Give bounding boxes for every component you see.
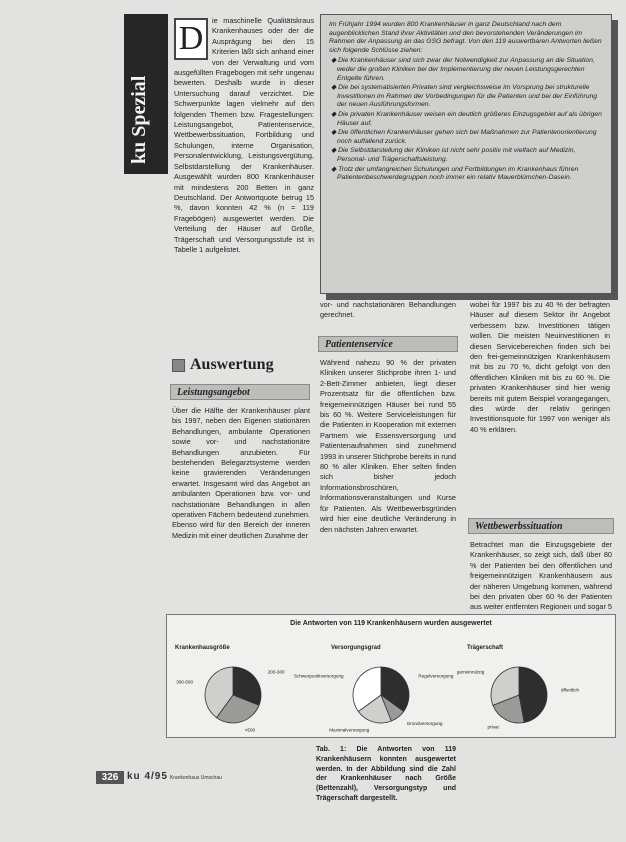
pie-slice-label: privat	[487, 724, 499, 730]
caption-text: Tab. 1: Die Antworten von 119 Krankenhäusern konnten ausgewertet werden. In der Abbildung sind die Zahl der Krankenhäuser nach Größe (Bettenzahl), Versorgungstyp und Trägerschaft dargestellt.	[316, 746, 456, 802]
section-tab-label: ku Spezial	[128, 75, 150, 164]
pie-charts-svg	[167, 615, 615, 737]
intro-column	[174, 16, 314, 346]
wettbewerb-heading: Wettbewerbssituation	[468, 518, 614, 534]
magazine-logo	[127, 771, 222, 782]
pie-slice-label: Schwerpunktversorgung	[294, 673, 344, 679]
wettbewerb-text: Betrachtet man die Einzugsgebiete der Krankenhäuser, so zeigt sich, daß über 80 % der Patienten bei den öffentlichen und freigemeinnützigen Krankenhäusern aus der näheren Umgebung kommen, während bei den privaten über 60 % der Patienten aus weiter entfernten Regionen und sogar 5	[470, 540, 612, 612]
pie-slice-label: Grundversorgung	[406, 721, 443, 727]
intro-text: ie maschinelle Qualitätskraus Krankenhauses oder der die Ausprägung bei den 15 Kriterien läßt sich anhand einer von der Verwaltung und vom ausgefüllten Fragebogen mit sehr ungenau bewerten. Deshalb wurde in dieser Untersuchung darauf verzichtet. Die Schwerpunkte lagen vielmehr auf den folgenden Themen bzw. Fragestellungen: Leistungsangebot, Patientenservice, Wettbewerbssituation, Fortbildung und Schulungen, interne Organisation, Personalentwicklung, Leistungsvergütung, Selbstdarstellung der Krankenhäuser. Ausgewählt wurden 800 Krankenhäuser mit mindestens 200 Betten in ganz Deutschland. Der Antwortquote betrug 15 %, davon konnten 42 % (n = 119 Fragebögen) ausgewertet werden. Die Verteilung der Häuser auf Größe, Trägerschaft und Versorgungsstufe ist in Tabelle 1 aufgelistet.	[174, 16, 314, 254]
pie-slice-label: gemeinnützig	[456, 669, 485, 675]
patientenservice-text: Während nahezu 90 % der privaten Kliniken unserer Stichprobe ihren 1- und 2-Bett-Zimmer anbieten, liegt dieser Prozentsatz für die öffentlichen bzw. freigemeinnützigen Häuser bei rund 55 bis 60 %. Weitere Serviceleistungen für die Patienten in Kooperation mit externen Partnern wie Essensversorgung und Patientenaufnahmen sind zunehmend 1993 in unserer Stichprobe bereits in rund 80 % aller Kliniken. Eher selten finden sich bisher jedoch Informationsbroschüren, Informationsveranstaltungen und Kurse für Patienten. Als Wettbewerbsgründen wird hier eine deutliche Veränderung in den nächsten Jahren erwartet.	[320, 358, 456, 534]
drop-cap: D	[174, 18, 208, 60]
pie-chart-figure	[166, 614, 616, 738]
pie-title-care: Versorgungsgrad	[331, 645, 381, 651]
pie-title-size: Krankenhausgröße	[175, 645, 230, 651]
summary-bullet: ◆ Die Selbstdarstellung der Kliniken ist nicht sehr positiv mit vielfach auf Medizin, Personal- und Trägerschaftsleistung.	[331, 147, 576, 163]
summary-intro: Im Frühjahr 1994 wurden 800 Krankenhäuser in ganz Deutschland nach dem augenblicklichen Stand ihrer Aktivitäten und den bevorstehenden Veränderungen im Rahmen der Anpassung an das GSG befragt. Von den 119 auswertbaren Antworten ließen sich folgende Schlüsse ziehen:	[329, 21, 602, 54]
pie-slice-label: >500	[244, 727, 256, 733]
leistungsangebot-column	[172, 406, 310, 610]
summary-bullet: ◆ Die privaten Krankenhäuser weisen ein deutlich größeres Einzugsgebiet auf als übrigen Häuser auf.	[331, 110, 602, 127]
summary-bullet: ◆ Trotz der umfangreichen Schulungen und Fortbildungen im Krankenhaus führen Patientenbeschwerdegruppen noch immer ein relativ Mauerblümchen-Dasein.	[331, 165, 579, 182]
pie-slice-label: öffentlich	[560, 687, 580, 693]
continuation-text: vor- und nachstationären Behandlungen gerechnet.	[320, 300, 456, 320]
page-number: 326	[96, 771, 124, 784]
chart-title: Die Antworten von 119 Krankenhäusern wurden ausgewertet	[290, 620, 492, 627]
summary-bullet: ◆ Die bei systematisierten Privaten sind vergleichsweise im Vorsprung bei strukturelle Investitionen im Rahmen der Vorbedingungen für die Patienten und bei der Einführung der neuen Ausführungsformen.	[331, 84, 598, 109]
magazine-logo-sub: Krankenhaus Umschau	[169, 775, 222, 781]
auswertung-heading-text: Auswertung	[190, 356, 274, 373]
pie-slice-label: 300-500	[176, 679, 194, 685]
summary-bullet: ◆ Die öffentlichen Krankenhäuser gehen sich bei Maßnahmen zur Patientenorientierung noch auffallend zurück.	[331, 129, 597, 145]
column-continuation	[320, 300, 456, 321]
pie-title-ownership: Trägerschaft	[467, 645, 504, 651]
magazine-logo-text: ku 4/95	[127, 771, 168, 782]
right-column-text: wobei für 1997 bis zu 40 % der befragten Häuser auf diesem Sektor ihr Angebot verbessern bzw. Investitionen tätigen wollen. Die meisten Neuinvestitionen in diesen Servicebereichen finden sich bei den frei-gemeinnützigen Krankenhäusern mit bis zu 70 %, dicht gefolgt von den öffentlichen Kliniken mit bis zu 60 %. Die privaten Krankenhäuser sind hier wenig bereits mit gutem Beispiel vorangegangen, dies würde der relativ geringen Investitionsquote für 1997 von weniger als 40 % erklären.	[470, 300, 610, 434]
patientenservice-heading: Patientenservice	[318, 336, 458, 352]
pie-slice-label: Maximalversorgung	[329, 727, 370, 733]
auswertung-heading	[172, 356, 274, 374]
patientenservice-column	[320, 358, 456, 608]
square-bullet-icon	[172, 359, 185, 372]
leistungsangebot-text: Über die Hälfte der Krankenhäuser plant bis 1997, neben den Eigenen stationären Behandlungen, ambulante Operationen sowie vor- und nachstationäre Behandlungen anzubieten. Für bestehenden Belegarztsysteme werden keine gravierenden Veränderungen erwartet. Insgesamt wird das Angebot an ambulanten Operationen bzw. vor- und nachstationäre Behandlungen in allen operativen Fächern bedeutend zunehmen. Ebenso wird für den Bereich der inneren Medizin mit einer deutlichen Zunahme der	[172, 406, 310, 540]
wettbewerb-column	[470, 540, 612, 612]
section-tab	[124, 14, 168, 174]
summary-box	[320, 14, 612, 294]
summary-bullet: ◆ Die Krankenhäuser sind sich zwar der Notwendigkeit zur Anpassung an die Situation, weder die großen Kliniken bei der Implementierung der neuen Leistungsgerechten Entgelte führen.	[331, 57, 595, 82]
figure-caption	[316, 745, 456, 804]
pie-slice-label: Regelversorgung	[418, 673, 454, 679]
right-column-top	[470, 300, 610, 508]
pie-slice	[519, 667, 547, 723]
leistungsangebot-heading: Leistungsangebot	[170, 384, 310, 400]
pie-slice-label: 200-300	[267, 669, 285, 675]
